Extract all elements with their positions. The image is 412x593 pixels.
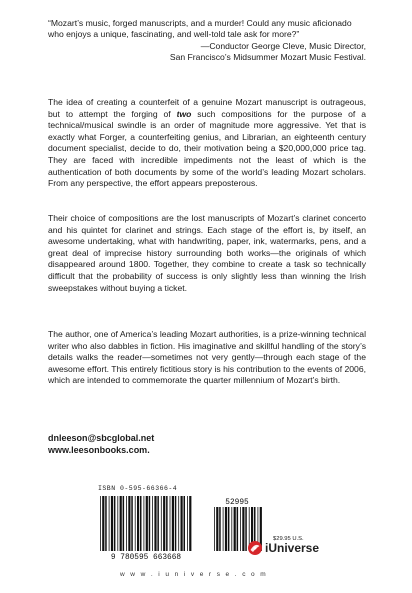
barcode-bar — [172, 496, 174, 551]
barcode-bar — [223, 507, 224, 551]
barcode-bar — [135, 496, 136, 551]
barcode-bar — [144, 496, 145, 551]
barcode-bar — [237, 507, 239, 551]
barcode-bar — [114, 496, 116, 551]
blurb-paragraph-3: The author, one of America’s leading Mozart authorities, is a prize-winning technical writer who also dabbles in fiction. His imaginative and skillful handling of the story’s details walks the reader—sometimes not very gently—through each stage of the awesome effort. This entirely fictitious story is his contribution to the events of 2006, which are intended to commemorate the quarter millennium of Mozart’s birth. — [48, 329, 366, 386]
barcode-main-digits: 9 780595 663668 — [110, 554, 182, 562]
barcode-bar — [146, 496, 148, 551]
iuniverse-swirl-icon — [247, 540, 263, 556]
author-email[interactable]: dnleeson@sbcglobal.net — [48, 433, 155, 443]
blurb-paragraph-2: Their choice of compositions are the lost manuscripts of Mozart’s clarinet concerto and his quintet for clarinet and strings. Each stage of the effort is, by itself, an awesome undertaking, what with handwriting, paper, ink, watermarks, pens, and a great deal of imprecise history surrounding both works—the originals of which disappeared around 1800. Together, they combine to create a task so technically difficult that the probability of success is only slightly less than winning the Irish sweepstakes without buying a ticket. — [48, 213, 366, 293]
barcode-bar — [161, 496, 162, 551]
barcode-bar — [175, 496, 177, 551]
paragraph-1-emphasis: two — [176, 108, 192, 119]
barcode-bar — [126, 496, 127, 551]
barcode-bar — [234, 507, 236, 551]
barcode-bar — [120, 496, 122, 551]
barcode-bar — [225, 507, 227, 551]
endorsement-quote — [48, 18, 366, 64]
barcode-bar — [128, 496, 130, 551]
barcode-bar — [117, 496, 118, 551]
price-label: $29.95 U.S. — [273, 536, 304, 542]
barcode-bar — [102, 496, 104, 551]
barcode-addon-digits: 52995 — [225, 499, 249, 507]
barcode-bar — [184, 496, 186, 551]
barcode-bar — [105, 496, 107, 551]
author-contact — [48, 432, 154, 456]
barcode-bar — [216, 507, 218, 551]
barcode-bar — [154, 496, 156, 551]
isbn-label: ISBN 0-595-66366-4 — [98, 485, 178, 492]
quote-text: “Mozart’s music, forged manuscripts, and a murder! Could any music aficionado who enjoys a unique, fascinating, and well-told tale ask for more?” — [48, 18, 352, 40]
barcode-bar — [111, 496, 113, 551]
barcode-bar — [149, 496, 151, 551]
author-website[interactable]: www.leesonbooks.com. — [48, 445, 150, 455]
publisher-name: iUniverse — [265, 541, 320, 555]
barcode-bar — [242, 507, 244, 551]
barcode-bar — [157, 496, 159, 551]
barcode-bar — [123, 496, 125, 551]
paragraph-1-text-start: The idea of creating a counterfeit of a genuine Mozart manuscript is outrageous, but to attempt the forging of — [48, 97, 366, 119]
barcode-bar — [152, 496, 153, 551]
quote-attribution-line2: San Francisco’s Midsummer Mozart Music Festival. — [169, 52, 366, 63]
barcode-bar — [163, 496, 165, 551]
publisher-logo — [247, 540, 319, 556]
barcode-bar — [240, 507, 241, 551]
barcode-bar — [109, 496, 110, 551]
barcode-bar — [181, 496, 183, 551]
barcode-bar — [189, 496, 191, 551]
publisher-url[interactable]: w w w . i u n i v e r s e . c o m — [120, 571, 268, 578]
barcode-bar — [228, 507, 230, 551]
barcode-bar — [187, 496, 188, 551]
barcode-bar — [170, 496, 171, 551]
paragraph-1-text-end: such compositions for the purpose of a technical/musical swindle is an order of magnitude more aggressive. Yet that is exactly what Forger, a counterfeiting genius, and Librarian, an eighteenth century document specialist, decide to do, their motivation being a $20,000,000 price tag. They are faced with incredible impediments not the least of which is the authentication of both documents by some of the world’s leading Mozart scholars. From any perspective, the effort appears preposterous. — [48, 108, 366, 189]
barcode-bar — [131, 496, 133, 551]
barcode-bar — [140, 496, 142, 551]
barcode-bar — [137, 496, 139, 551]
barcode-bar — [231, 507, 232, 551]
blurb-paragraph-1 — [48, 97, 366, 190]
barcode-bar — [166, 496, 168, 551]
barcode-bar — [214, 507, 215, 551]
quote-attribution-line1: —Conductor George Cleve, Music Director, — [200, 40, 366, 51]
barcode-bar — [100, 496, 101, 551]
barcode-bar — [178, 496, 179, 551]
barcode-bar — [219, 507, 221, 551]
